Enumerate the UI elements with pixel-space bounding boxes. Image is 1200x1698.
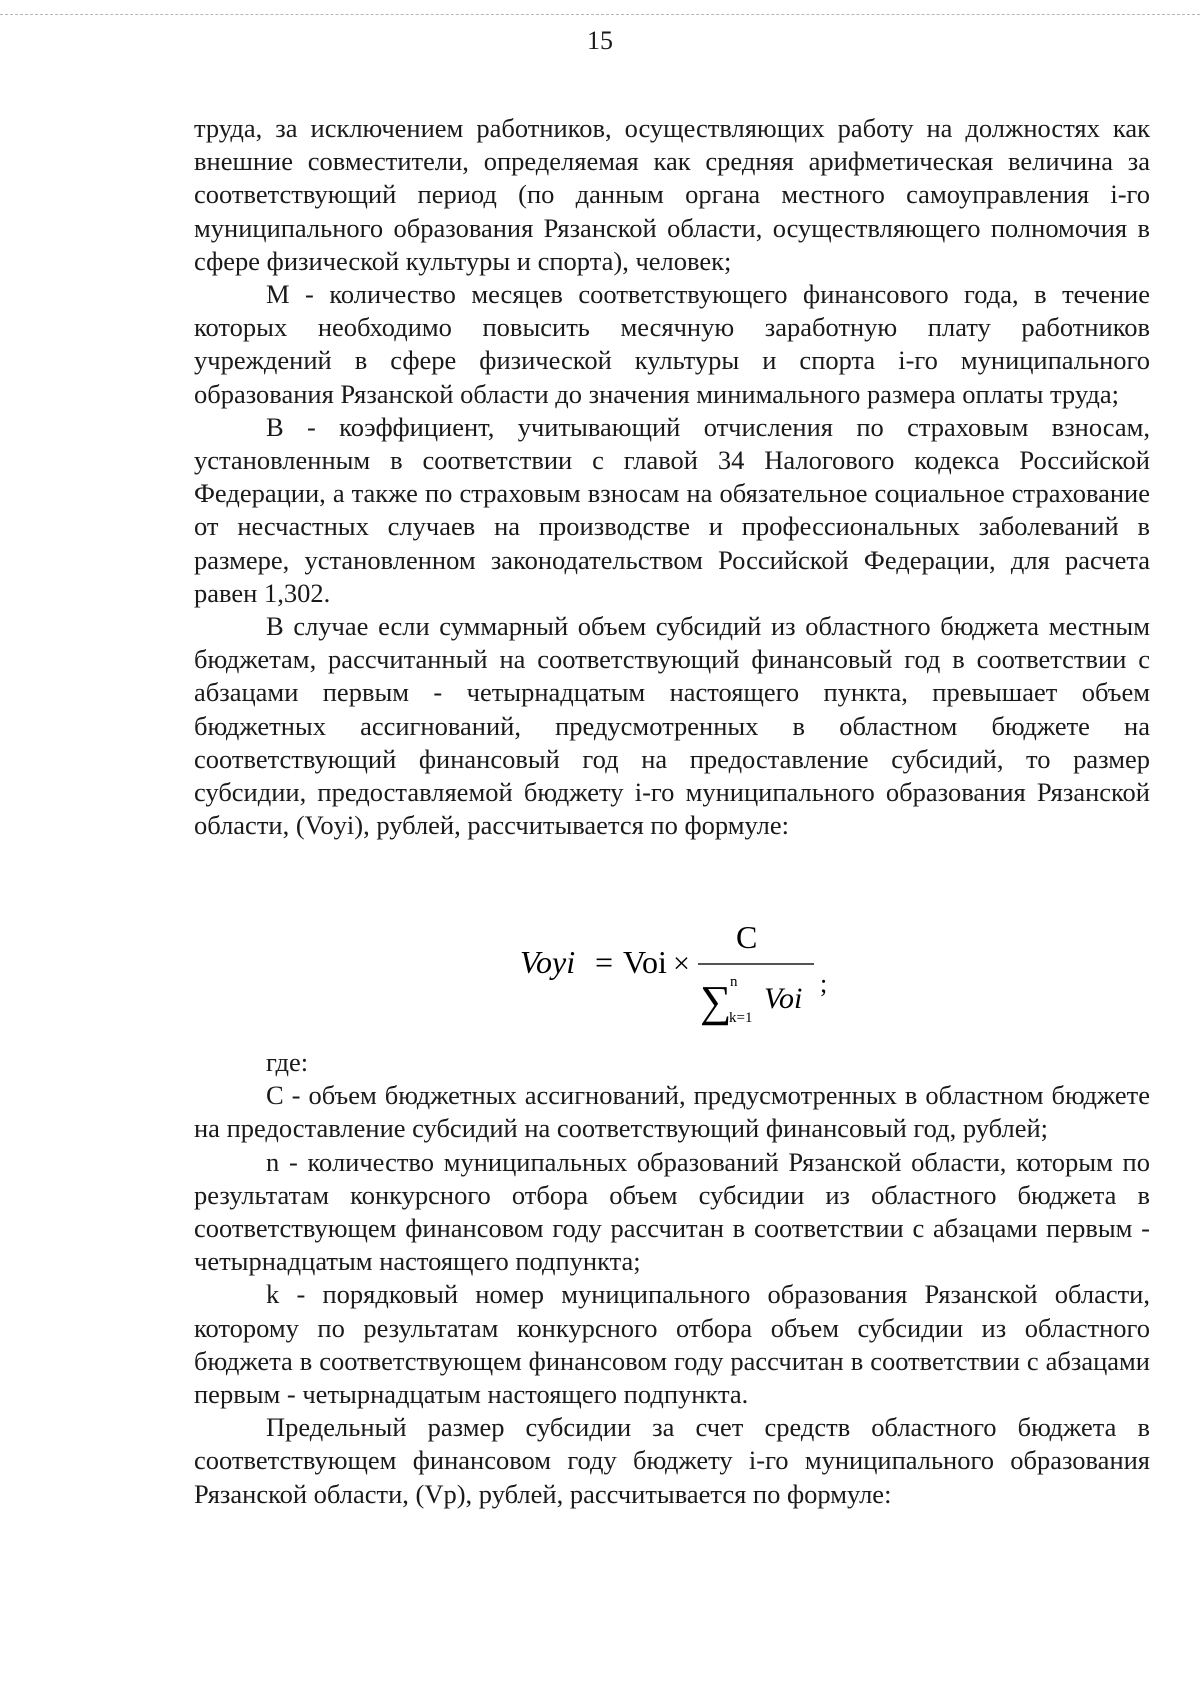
- formula-times: ×: [673, 947, 690, 980]
- formula-sum-upper: n: [730, 974, 738, 990]
- paragraph-subsidy-case: В случае если суммарный объем субсидий из областного бюджета местным бюджетам, рассчитанный на соответствующий финансовый год в соответствии с абзацами первым - четырнадцатым настоящего пункта, превышает объем бюджетных ассигнований, предусмотренных в областном бюджете на соответствующий финансовый год на предоставление субсидий, то размер субсидии, предоставляемой бюджету i-го муниципального образования Рязанской области, (Voyi), рублей, рассчитывается по формуле:: [194, 611, 1150, 841]
- scan-edge-line: [0, 14, 1200, 21]
- paragraph-n-definition: n - количество муниципальных образований Рязанской области, которым по результатам конкурсного отбора объем субсидии из областного бюджета в соответствующем финансовом году рассчитан в соответствии с абзацами первым - четырнадцатым настоящего подпункта;: [194, 1146, 1150, 1277]
- document-body-top: [194, 112, 1150, 842]
- paragraph-k-definition: k - порядковый номер муниципального образования Рязанской области, которому по результатам конкурсного отбора объем субсидии из областного бюджета в соответствующем финансовом году рассчитан в соответствии с абзацами первым - четырнадцатым настоящего подпункта.: [194, 1279, 1150, 1410]
- formula-trailing: ;: [820, 969, 828, 998]
- page-number: 15: [587, 26, 613, 55]
- formula-denominator-term: Voi: [764, 982, 803, 1015]
- paragraph-b-definition: В - коэффициент, учитывающий отчисления по страховым взносам, установленным в соответствии с главой 34 Налогового кодекса Российской Федерации, а также по страховым взносам на обязательное социальное страхование от несчастных случаев на производстве и профессиональных заболеваний в размере, установленном законодательством Российской Федерации, для расчета равен 1,302.: [194, 411, 1150, 608]
- paragraph-m-definition: М - количество месяцев соответствующего финансового года, в течение которых необходимо повысить месячную заработную плату работников учреждений в сфере физической культуры и спорта i-го муниципального образования Рязанской области до значения минимального размера оплаты труда;: [194, 279, 1150, 409]
- formula-sum-lower: k=1: [729, 1010, 753, 1026]
- formula-sum-symbol: ∑: [700, 977, 732, 1026]
- paragraph-c-definition: С - объем бюджетных ассигнований, предусмотренных в областном бюджете на предоставление субсидий на соответствующий финансовый год, рублей;: [194, 1080, 1150, 1144]
- paragraph-where: где:: [266, 1047, 309, 1077]
- formula-lhs: Voyi: [520, 944, 576, 980]
- formula-numerator: C: [736, 919, 758, 955]
- formula-equals: =: [595, 944, 614, 980]
- subsidy-formula: [520, 910, 940, 1040]
- document-body-bottom: [194, 1046, 1150, 1511]
- paragraph-continuation: труда, за исключением работников, осуществляющих работу на должностях как внешние совместители, определяемая как средняя арифметическая величина за соответствующий период (по данным органа местного самоуправления i-го муниципального образования Рязанской области, осуществляющего полномочия в сфере физической культуры и спорта), человек;: [194, 113, 1150, 276]
- formula-term: Voi: [623, 944, 667, 980]
- paragraph-limit-size: Предельный размер субсидии за счет средств областного бюджета в соответствующем финансовом году бюджету i-го муниципального образования Рязанской области, (Vp), рублей, рассчитывается по формуле:: [194, 1412, 1150, 1509]
